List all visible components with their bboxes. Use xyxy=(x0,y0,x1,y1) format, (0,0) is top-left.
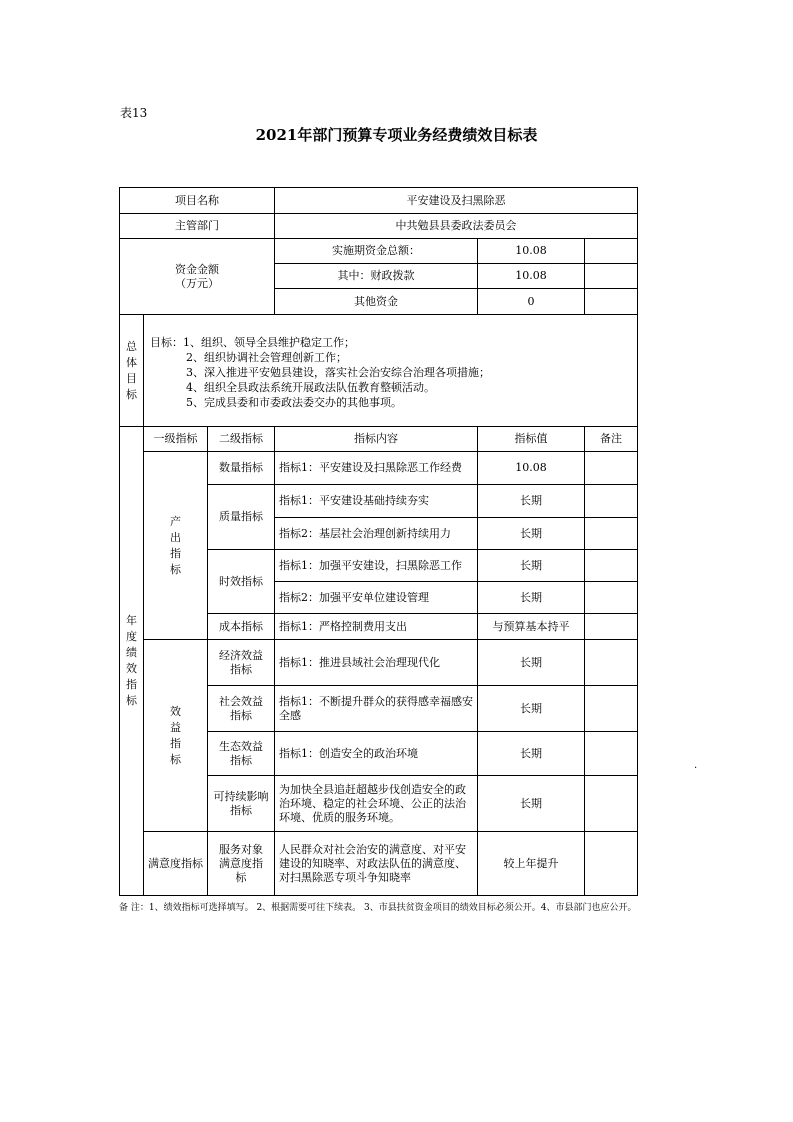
overall-goal-label: 总 体 目 标 xyxy=(120,315,144,427)
funds-label: 资金金额 （万元） xyxy=(120,239,275,315)
timeliness-label: 时效指标 xyxy=(208,550,275,614)
benefit-indicators-label: 效 益 指 标 xyxy=(144,640,208,832)
table-number-label: 表13 xyxy=(120,106,148,120)
quality-value-2: 长期 xyxy=(478,518,585,550)
economic-content: 指标1：推进县域社会治理现代化 xyxy=(275,640,478,686)
indicator-row xyxy=(120,452,638,485)
project-value: 平安建设及扫黑除恶 xyxy=(275,188,638,214)
timeliness-content-2: 指标2：加强平安单位建设管理 xyxy=(275,582,478,614)
cost-label: 成本指标 xyxy=(208,614,275,640)
timeliness-value-2: 长期 xyxy=(478,582,585,614)
quality-content-2: 指标2：基层社会治理创新持续用力 xyxy=(275,518,478,550)
project-label: 项目名称 xyxy=(120,188,275,214)
indicator-row xyxy=(120,640,638,686)
satisfaction-content: 人民群众对社会治安的满意度、对平安建设的知晓率、对政法队伍的满意度、对扫黑除恶专项斗争知晓率 xyxy=(275,832,478,896)
satisfaction-value: 较上年提升 xyxy=(478,832,585,896)
quality-value-1: 长期 xyxy=(478,485,585,518)
output-indicators-label: 产 出 指 标 xyxy=(144,452,208,640)
header-content: 指标内容 xyxy=(275,427,478,452)
cost-content: 指标1：严格控制费用支出 xyxy=(275,614,478,640)
header-level2: 二级指标 xyxy=(208,427,275,452)
sustainable-content: 为加快全县追赶超越步伐创造安全的政治环境、稳定的社会环境、公正的法治环境、优质的服务环境。 xyxy=(275,776,478,832)
header-remark: 备注 xyxy=(585,427,638,452)
social-value: 长期 xyxy=(478,686,585,732)
department-row xyxy=(120,214,638,239)
quality-content-1: 指标1：平安建设基础持续夯实 xyxy=(275,485,478,518)
funds-other-value: 0 xyxy=(478,289,585,315)
timeliness-content-1: 指标1：加强平安建设，扫黑除恶工作 xyxy=(275,550,478,582)
department-value: 中共勉县县委政法委员会 xyxy=(275,214,638,239)
economic-label: 经济效益指标 xyxy=(208,640,275,686)
funds-fiscal-label: 其中：财政拨款 xyxy=(275,264,478,289)
funds-fiscal-value: 10.08 xyxy=(478,264,585,289)
quality-label: 质量指标 xyxy=(208,485,275,550)
overall-goal-row xyxy=(120,315,638,427)
social-content: 指标1：不断提升群众的获得感幸福感安全感 xyxy=(275,686,478,732)
sustainable-label: 可持续影响指标 xyxy=(208,776,275,832)
footnote: 备 注：1、绩效指标可选择填写。 2、根据需要可往下续表。 3、市县扶贫资金项目的绩效目标必须公开。4、市县部门也应公开。 xyxy=(119,903,637,913)
indicator-header-row xyxy=(120,427,638,452)
annual-indicators-label: 年 度 绩 效 指 标 xyxy=(120,427,144,896)
quantity-label: 数量指标 xyxy=(208,452,275,485)
funds-total-label: 实施期资金总额： xyxy=(275,239,478,264)
social-label: 社会效益指标 xyxy=(208,686,275,732)
performance-goal-table xyxy=(119,187,638,896)
satisfaction-sub-label: 服务对象满意度指标 xyxy=(208,832,275,896)
timeliness-value-1: 长期 xyxy=(478,550,585,582)
header-value: 指标值 xyxy=(478,427,585,452)
indicator-row xyxy=(120,832,638,896)
cost-value: 与预算基本持平 xyxy=(478,614,585,640)
sustainable-value: 长期 xyxy=(478,776,585,832)
project-row xyxy=(120,188,638,214)
ecological-label: 生态效益指标 xyxy=(208,732,275,776)
header-level1: 一级指标 xyxy=(144,427,208,452)
satisfaction-label: 满意度指标 xyxy=(144,832,208,896)
ecological-content: 指标1：创造安全的政治环境 xyxy=(275,732,478,776)
stray-mark: . xyxy=(694,760,698,771)
funds-row-total xyxy=(120,239,638,264)
economic-value: 长期 xyxy=(478,640,585,686)
page-title: 2021年部门预算专项业务经费绩效目标表 xyxy=(255,126,538,144)
overall-goal-text: 目标：1、组织、领导全县维护稳定工作； 2、组织协调社会管理创新工作； 3、深入推进平安勉县建设，落实社会治安综合治理各项措施； 4、组织全县政法系统开展政法队伍教育整顿活动。 5、完成县委和市委政法委交办的其他事项。 xyxy=(144,315,638,427)
funds-other-label: 其他资金 xyxy=(275,289,478,315)
department-label: 主管部门 xyxy=(120,214,275,239)
funds-total-value: 10.08 xyxy=(478,239,585,264)
quantity-content: 指标1：平安建设及扫黑除恶工作经费 xyxy=(275,452,478,485)
ecological-value: 长期 xyxy=(478,732,585,776)
quantity-value: 10.08 xyxy=(478,452,585,485)
